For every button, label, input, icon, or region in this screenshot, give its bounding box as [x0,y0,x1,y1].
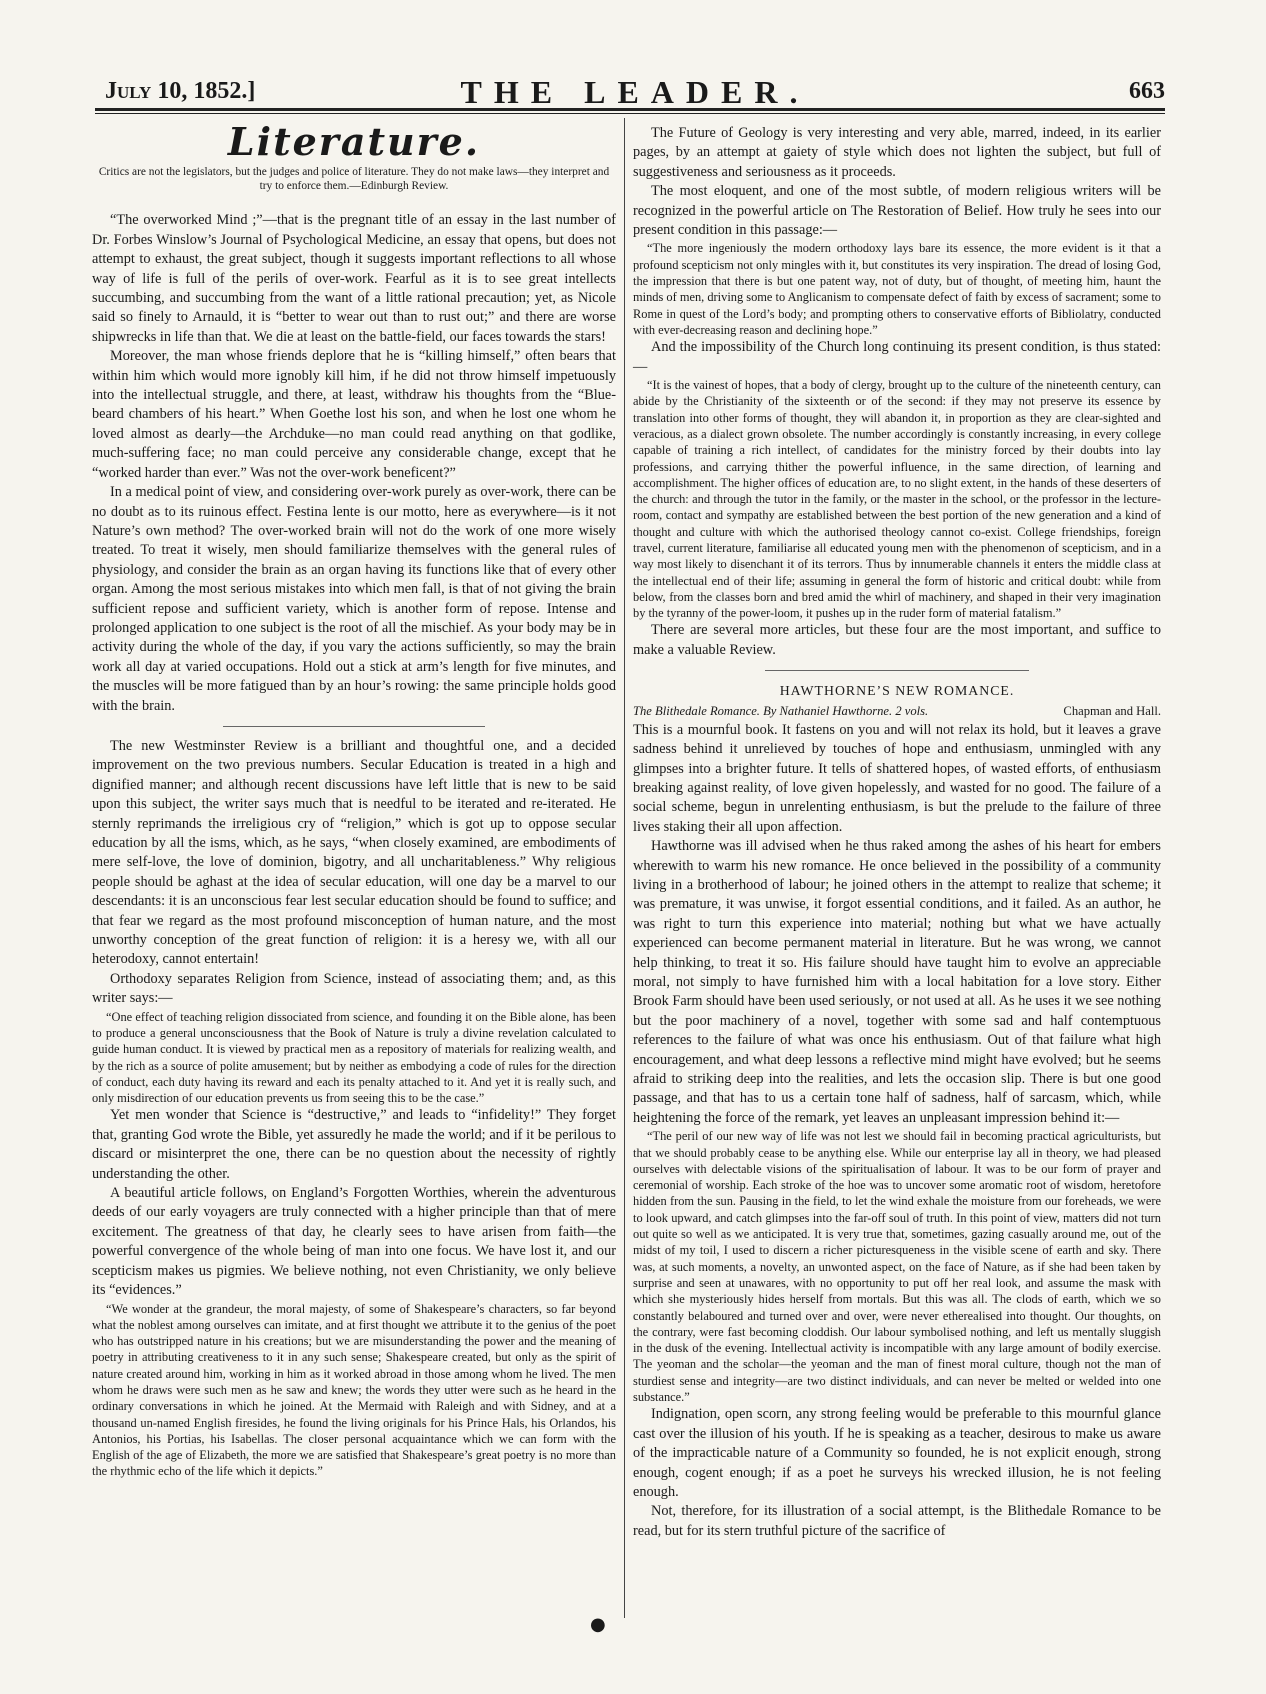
block-quote: “We wonder at the grandeur, the moral majesty, of some of Shakespeare’s characters, so far beyond what the noblest among ourselves can imitate, and at first thought we attribute it to the genius of the poet who has outstripped nature in his creations; but we are misunderstanding the power and the meaning of poetry in attributing creativeness to it in any such sense; Shakespeare created, but only as the spirit of nature created around him, working in him as it worked abroad in those among whom he lived. The men whom he draws were such men as he saw and knew; the words they utter were such as he heard in the ordinary conversations in which he joined. At the Mermaid with Raleigh and with Sidney, and at a thousand un-named English firesides, he found the living originals for his Prince Hals, his Orlandos, his Antonios, his Portias, his Isabellas. The closer personal acquaintance which we can form with the English of the age of Elizabeth, the more we are satisfied that Shakespeare’s great poetry is no more than the rhythmic echo of the life which it depicts.” [92,1301,616,1479]
block-quote: “It is the vainest of hopes, that a body of clergy, brought up to the culture of the nineteenth century, can abide by the Christianity of the sixteenth or of the second: if they may not preserve its essence by translation into other forms of thought, they will abandon it, in proportion as they are clear-sighted and veracious, as a dialect grown obsolete. The number accordingly is constantly increasing, in every college capable of training a rich intellect, of candidates for the ministry forced by their doubts into lay professions, and carrying thither the powerful influence, in the same direction, of learning and accomplishment. The higher offices of education are, to no slight extent, in the hands of these deserters of the church: and through the tutor in the family, or the master in the school, or the professor in the lecture-room, contact and sympathy are established between the best portion of the new generation and a kind of thought and culture with which the authorised theology cannot co-exist. College friendships, foreign travel, current literature, familiarise all educated young men with the phenomenon of scepticism, and in a way most likely to disenchant it of its terrors. Thus by innumerable channels it enters the middle class at the intellectual end of their life; assuming in general the form of historic and critical doubt: while from below, from the classes born and bred amid the whirl of machinery, and shaped in their very imagination by the tyranny of the power-loom, it pushes up in the ruder form of material fatalism.” [633,378,1161,621]
article-paragraph: And the impossibility of the Church long continuing its present condition, is thus stated:— [633,339,1161,375]
left-column [92,119,616,1480]
article-paragraph: The most eloquent, and one of the most subtle, of modern religious writers will be recognized in the powerful article on The Restoration of Belief. How truly he sees into our present condition in this passage:— [633,183,1161,239]
article-paragraph: The new Westminster Review is a brilliant and thoughtful one, and a decided improvement on the two previous numbers. Secular Education is treated in a high and dignified manner; and although recent discussions have left little that is new to be said upon this subject, the writer says much that is needful to be iterated and re-iterated. He sternly reprimands the irreligious cry of “religion,” which is got up to oppose secular education by all the isms, which, as he says, “when closely examined, are embodiments of mere self-love, the love of dominion, bigotry, and all uncharitableness.” Why religious people should be aghast at the idea of secular education, will one day be a marvel to our descendants: it is an unconscious fear lest secular education should be found to suffice; and that fear we regard as the most profound misconception of human nature, and the most unworthy conception of the great function of religion: it is a heresy we, with all our heterodoxy, cannot entertain! [92,737,616,968]
article-paragraph: A beautiful article follows, on England’s Forgotten Worthies, wherein the adventurous deeds of our early voyagers are truly connected with a higher principle than that of mere excitement. The greatness of that day, he clearly sees to have arisen from faith—the powerful convergence of the whole being of man into one focus. We have lost it, and our scepticism makes us pigmies. We believe nothing, not even Christianity, we only believe its “evidences.” [92,1185,616,1299]
header-rule-thick [95,108,1165,111]
issue-date: July 10, 1852.] [105,78,256,104]
book-title: The Blithedale Romance. By Nathaniel Hawthorne. 2 vols. [633,703,929,718]
article-paragraph: There are several more articles, but these four are the most important, and suffice to make a valuable Review. [633,622,1161,658]
header-rule-thin [95,113,1165,114]
section-heading: Literature. [227,119,481,164]
article-paragraph: Not, therefore, for its illustration of a social attempt, is the Blithedale Romance to be read, but for its stern truthful picture of the sacrifice of [633,1503,1161,1539]
epigraph: Critics are not the legislators, but the judges and police of literature. They do not make laws—they interpret and try to enforce them.—Edinburgh Review. [98,166,610,193]
article-paragraph: Yet men wonder that Science is “destructive,” and leads to “infidelity!” They forget that, granting God wrote the Bible, yet assuredly he made the world; and if it be perilous to discard or misinterpret the one, there can be no question about the necessity of rightly understanding the other. [92,1107,616,1182]
block-quote: “The peril of our new way of life was not lest we should fail in becoming practical agriculturists, but that we should probably cease to be anything else. While our enterprise lay all in theory, we had pleased ourselves with delectable visions of the spiritualisation of labour. It was to be our form of prayer and ceremonial of worship. Each stroke of the hoe was to uncover some aromatic root of wisdom, heretofore hidden from the sun. Pausing in the field, to let the wind exhale the moisture from our foreheads, we were to look upward, and catch glimpses into the far-off soul of truth. In this point of view, matters did not turn out quite so well as we anticipated. It is very true that, sometimes, gazing casually around me, out of the midst of my toil, I used to discern a richer picturesqueness in the visible scene of earth and sky. There was, at such moments, a novelty, an unwonted aspect, on the face of Nature, as if she had been taken by surprise and seen at unawares, with no opportunity to put off her real look, and assume the mask with which she mysteriously hides herself from mortals. But this was all. The clods of earth, which we so constantly belaboured and turned over and over, were never etherealised into thought. Our thoughts, on the contrary, were fast becoming cloddish. Our labour symbolised nothing, and left us mentally sluggish in the dusk of the evening. Intellectual activity is incompatible with any large amount of bodily exercise. The yeoman and the scholar—the yeoman and the man of finest moral culture, though not the man of sturdiest sense and integrity—are two distinct individuals, and can never be melted or welded into one substance.” [633,1129,1161,1404]
review-title: HAWTHORNE’S NEW ROMANCE. [779,683,1015,699]
page-header [105,72,1165,110]
block-quote: “One effect of teaching religion dissociated from science, and founding it on the Bible alone, has been to produce a general unconsciousness that the Book of Nature is truly a divine revelation calculated to guide human conduct. It is viewed by practical men as a repository of materials for realizing wealth, and by the rich as a source of polite amusement; but by neither as embodying a code of rules for the direction of conduct, each duty having its reward and each its penalty attached to it. And yet it is really such, and only misdirection of our education prevents us from seeing this to be the case.” [92,1009,616,1106]
article-paragraph: This is a mournful book. It fastens on you and will not relax its hold, but it leaves a grave sadness behind it unrelieved by touches of hope and enthusiasm, unmingled with any glimpses into a brighter future. It tells of shattered hopes, of wasted efforts, of enthusiasm breaking against reality, of love given hopelessly, and wasted for no good. The failure of a social scheme, begun in unrelenting enthusiasm, is but the prelude to the failure of three lives staking their all upon affection. [633,721,1161,835]
book-publisher: Chapman and Hall. [1063,703,1161,718]
article-paragraph: Indignation, open scorn, any strong feeling would be preferable to this mournful glance cast over the illusion of his youth. If he is speaking as a teacher, desirous to make us aware of the impracticable nature of a Community so founded, he is not explicit enough, strong enough, cogent enough; if as a poet he surveys his wrecked illusion, he is not feeling enough. [633,1406,1161,1500]
article-paragraph: The Future of Geology is very interesting and very able, marred, indeed, in its earlier pages, by an attempt at gaiety of style which does not lighten the subject, but full of suggestiveness and seriousness as it proceeds. [633,125,1161,180]
article-paragraph: In a medical point of view, and considering over-work purely as over-work, there can be no doubt as to its ruinous effect. Festina lente is our motto, here as everywhere—is it not Nature’s own method? The over-worked brain will not do the work of one more wisely treated. To treat it wisely, men should familiarize themselves with the general rules of physiology, and consider the brain as an organ having its functions like that of every other organ. Among the most serious mistakes into which men fall, is that of not giving the brain sufficient repose and sufficient variety, which is another form of repose. Intense and prolonged application to one subject is the root of all the mischief. As your body may be in activity during the whole of the day, if you vary the actions sufficiently, so may the brain work all day at varied occupations. Hold out a stick at arm’s length for five minutes, and the muscles will be more fatigued than by an hour’s rowing: the same principle holds good with the brain. [92,484,616,714]
article-paragraph: “The overworked Mind ;”—that is the pregnant title of an essay in the last number of Dr. Forbes Winslow’s Journal of Psychological Medicine, an essay that opens, but does not attempt to exhaust, the great subject, though it suggests important reflections to all whose way of life is full of the perils of over-work. Fearful as it is to see great intellects succumbing, and succumbing from the want of a little rational precaution; yet, as Nicole said so finely to Arnauld, it is “better to wear out than to rust out;” and there are worse shipwrecks in life than that. We die at least on the battle-field, our faces towards the stars! [92,212,616,345]
right-column [633,124,1161,1541]
column-divider [624,118,625,1618]
block-quote: “The more ingeniously the modern orthodoxy lays bare its essence, the more evident is it that a profound scepticism not only mingles with it, but constitutes its very inspiration. The dread of losing God, the impression that there is but one patent way, not of duty, but of thought, of meeting him, haunt the minds of men, driving some to Anglicanism to compensate defect of faith by excess of sacrament; some to Rome in quest of the Lord’s body; and prompting others to conservative efforts of Bibliolatry, conducted with ever-decreasing reason and declining hope.” [633,241,1161,337]
book-citation [633,703,1161,719]
article-paragraph: Moreover, the man whose friends deplore that he is “killing himself,” often bears that within him which would more ignobly kill him, if he did not throw himself impetuously into the intellectual struggle, and there, at least, withdraw his thoughts from the “Blue-beard chambers of his heart.” When Goethe lost his son, and when he lost one whom he loved almost as dearly—the Archduke—no man could read anything on that godlike, much-suffering face; no man could perceive any considerable change, except that he “worked harder than ever.” Was not the over-work beneficent?” [92,348,616,481]
article-paragraph: Orthodoxy separates Religion from Science, instead of associating them; and, as this writer says:— [92,970,616,1007]
section-separator [765,670,1029,671]
ink-blot-mark: ● [590,1614,606,1635]
masthead-title: THE LEADER. [460,74,810,110]
article-paragraph: Hawthorne was ill advised when he thus raked among the ashes of his heart for embers wherewith to warm his new romance. He once believed in the possibility of a community living in a brotherhood of labour; he joined others in the attempt to realize that scheme; it was premature, it was unwise, it forgot essential conditions, and it failed. As an author, he was right to turn this experience into material; nothing but what we have actually experienced can become permanent material in literature. But he was wrong, we cannot help thinking, to treat it so. His failure should have taught him to evolve an appreciable moral, not simply to have furnished him with a local habitation for a love story. Either Brook Farm should have been used seriously, or not used at all. As he uses it we see nothing but the poor machinery of a novel, together with some sad and half contemptuous references to the failure of what was once his enthusiasm. Out of that failure what high encouragement, and what deep lessons a reflective mind might have evolved; but he seems afraid to striking deep into the realities, and lets the occasion slip. There is but one good passage, and that has to us a certain tone half of sadness, half of sarcasm, which, while heightening the force of the remark, yet leaves an unpleasant impression behind it:— [633,838,1161,1126]
section-separator [223,726,485,727]
page-number: 663 [1129,78,1165,104]
